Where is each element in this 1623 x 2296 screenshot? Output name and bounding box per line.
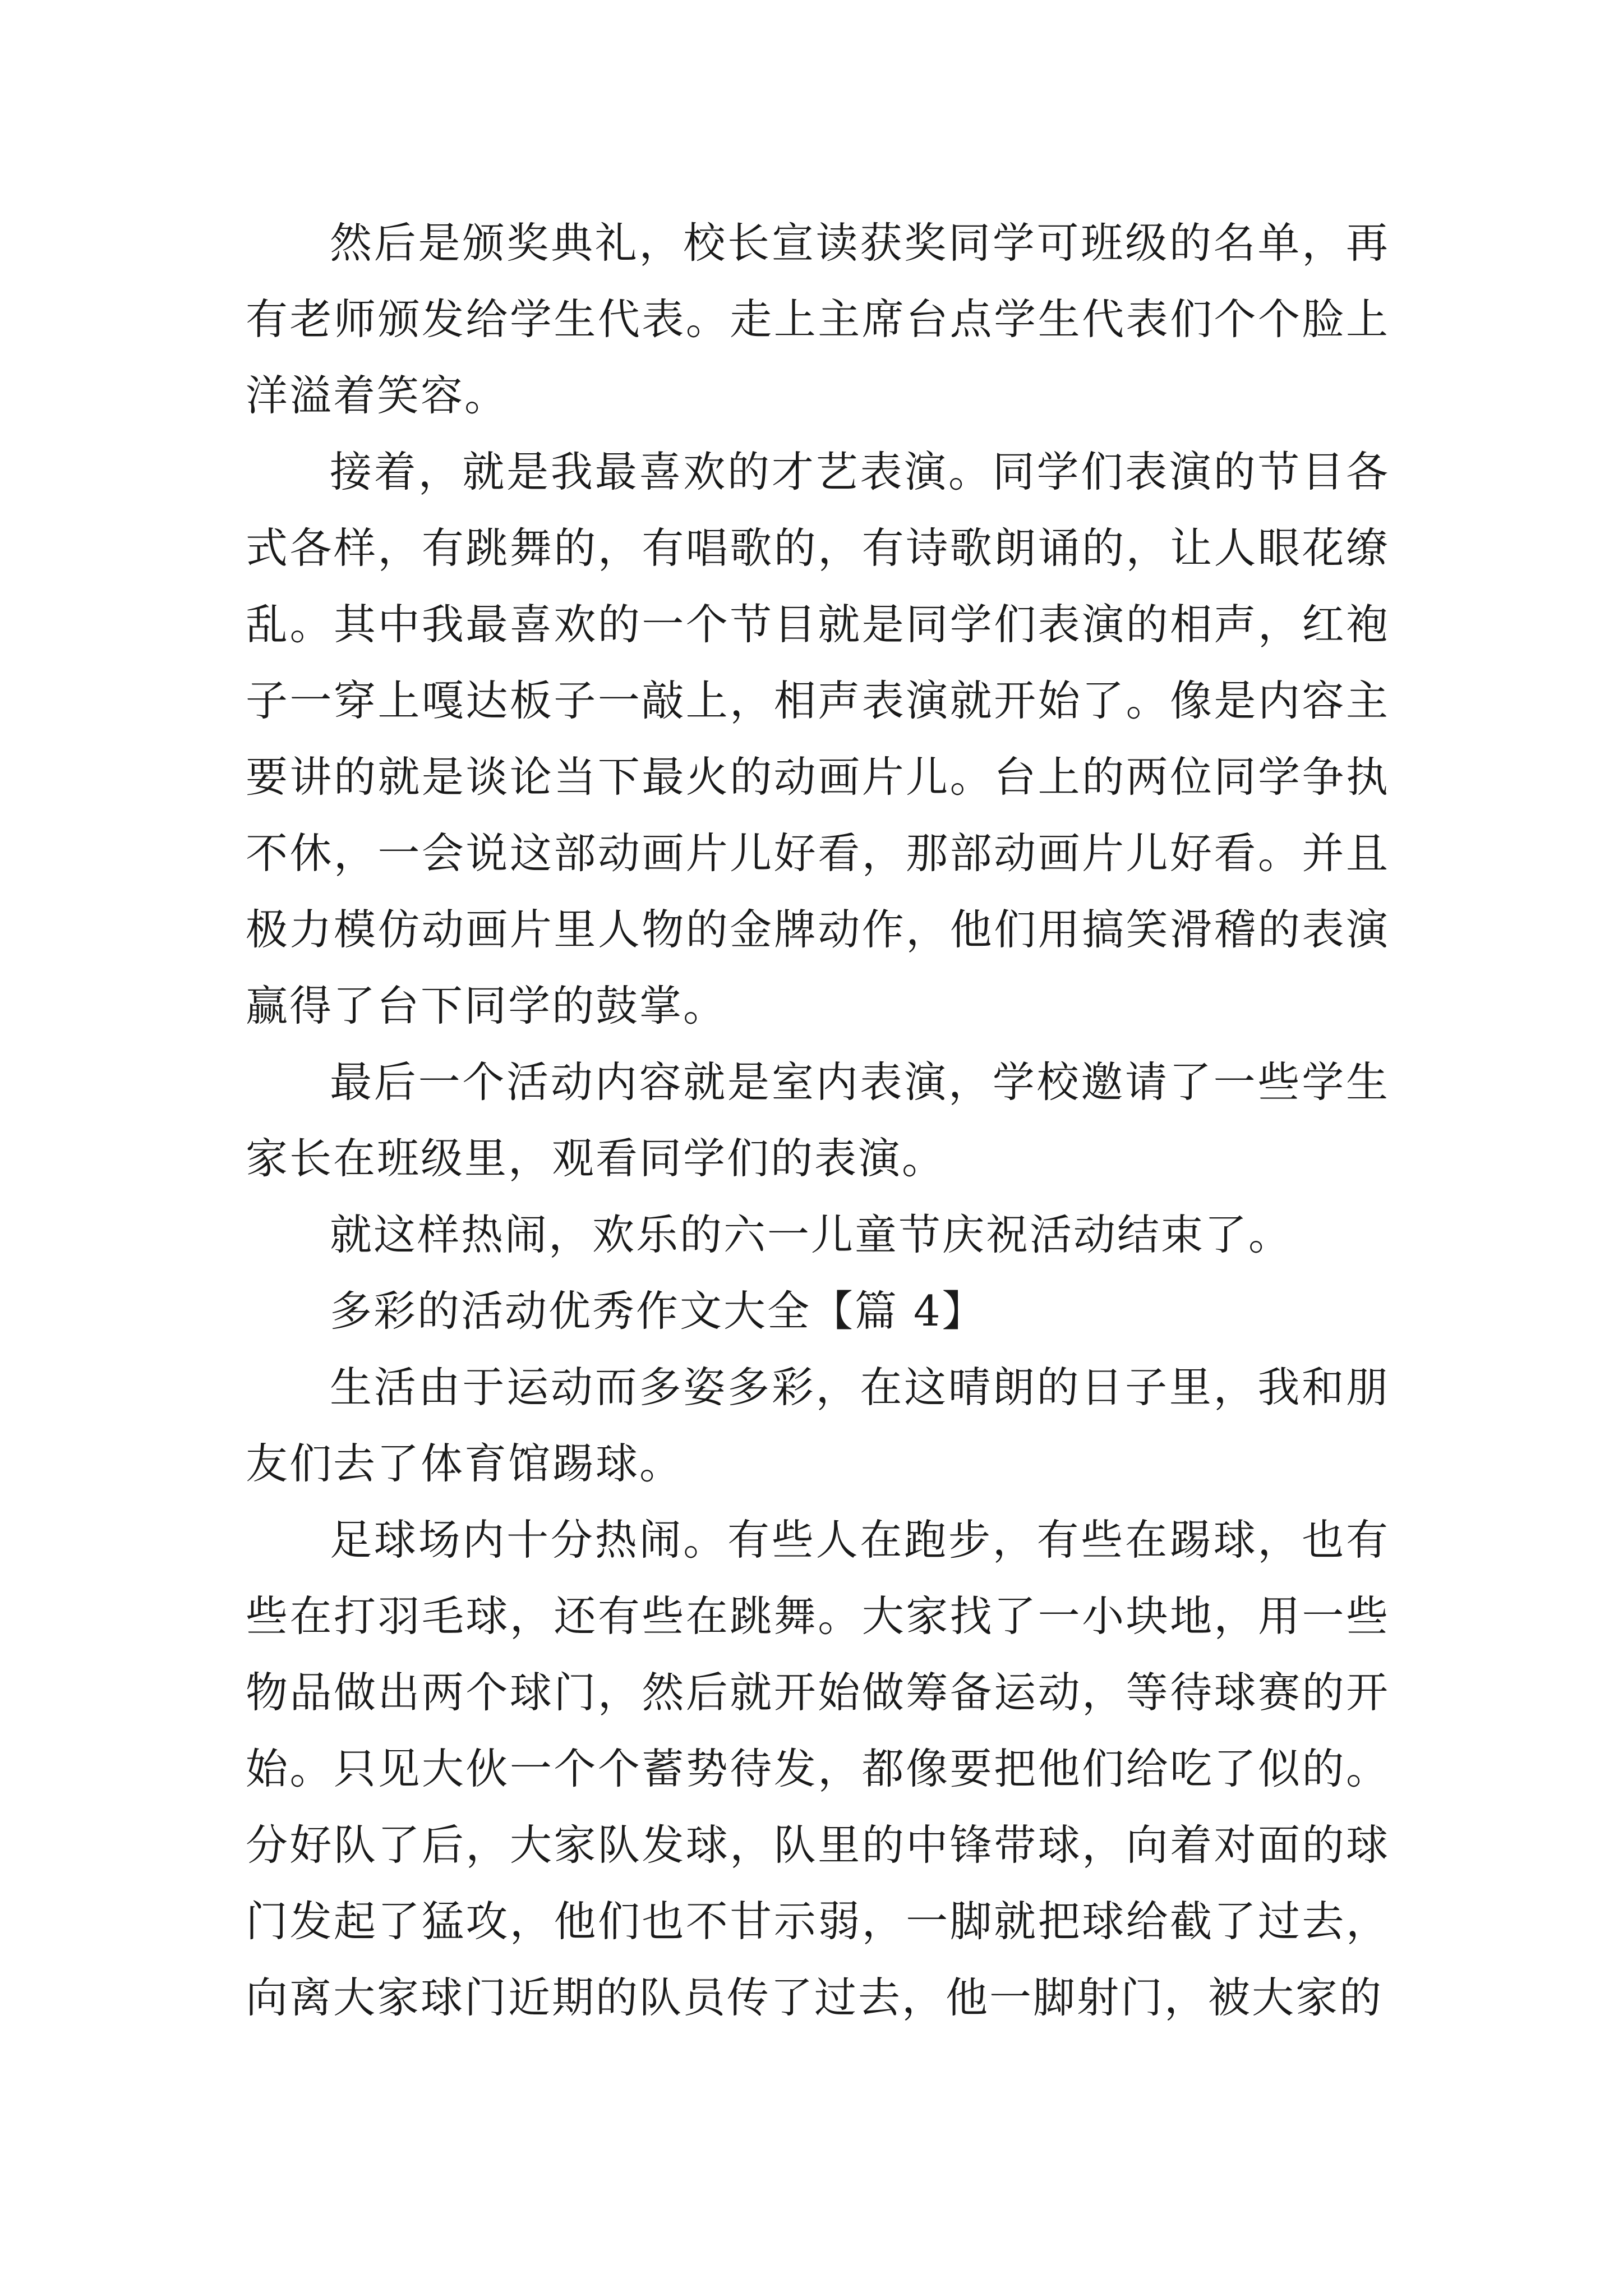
- section-heading-part-4: 多彩的活动优秀作文大全【篇 4】: [330, 1286, 986, 1336]
- paragraph-indoor-performance: 最后一个活动内容就是室内表演，学校邀请了一些学生家长在班级里，观看同学们的表演。: [246, 1057, 1390, 1183]
- paragraph-talent-show: 接着，就是我最喜欢的才艺表演。同学们表演的节目各式各样，有跳舞的，有唱歌的，有诗歌朗诵的，让人眼花缭乱。其中我最喜欢的一个节目就是同学们表演的相声，红袍子一穿上嘎达板子一敲上，相声表演就开始了。像是内容主要讲的就是谈论当下最火的动画片儿。台上的两位同学争执不休，一会说这部动画片儿好看，那部动画片儿好看。并且极力模仿动画片里人物的金牌动作，他们用搞笑滑稽的表演赢得了台下同学的鼓掌。: [246, 447, 1390, 1030]
- paragraph-football-match: 足球场内十分热闹。有些人在跑步，有些在踢球，也有些在打羽毛球，还有些在跳舞。大家找了一小块地，用一些物品做出两个球门，然后就开始做筹备运动，等待球赛的开始。只见大伙一个个蓄势待发，都像要把他们给吃了似的。分好队了后，大家队发球，队里的中锋带球，向着对面的球门发起了猛攻，他们也不甘示弱，一脚就把球给截了过去，向离大家球门近期的队员传了过去，他一脚射门，被大家的: [246, 1515, 1390, 2022]
- paragraph-sports-intro: 生活由于运动而多姿多彩，在这晴朗的日子里，我和朋友们去了体育馆踢球。: [246, 1363, 1390, 1488]
- paragraph-celebration-end: 就这样热闹，欢乐的六一儿童节庆祝活动结束了。: [330, 1210, 1293, 1259]
- article-body: [246, 205, 1390, 2036]
- paragraph-award-ceremony: 然后是颁奖典礼，校长宣读获奖同学可班级的名单，再有老师颁发给学生代表。走上主席台点学生代表们个个脸上洋溢着笑容。: [246, 218, 1390, 420]
